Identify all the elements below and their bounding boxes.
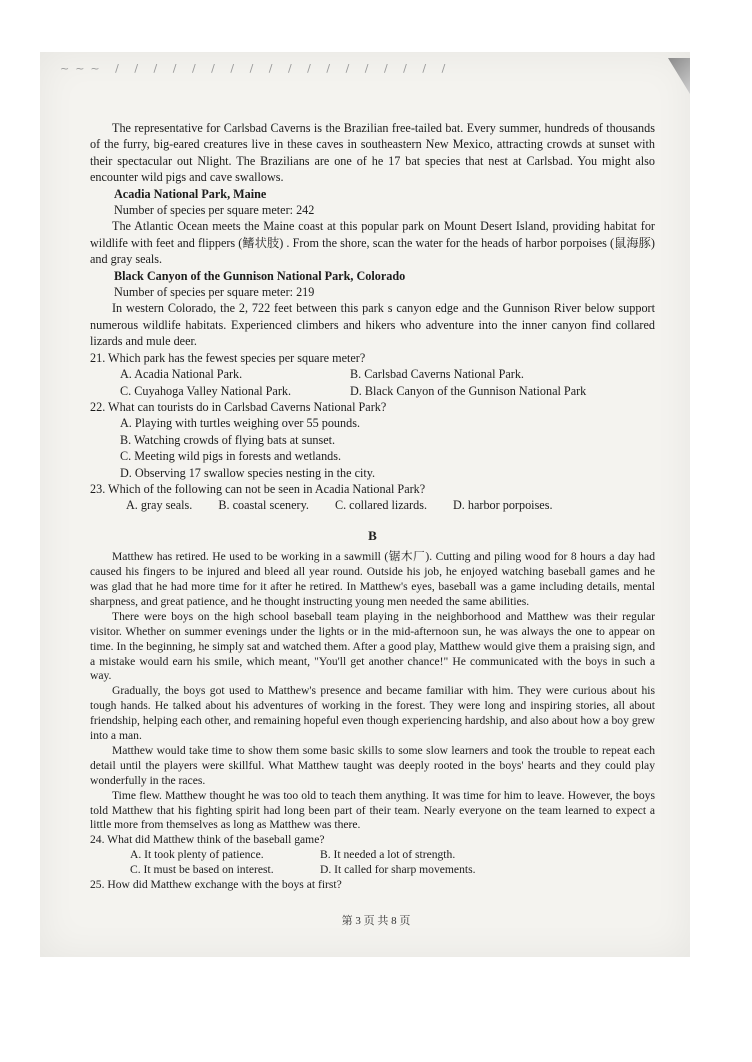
passage-b-paragraph-3: Gradually, the boys got used to Matthew's presence and became familiar with him. They were curious about his tough hands. He talked about his adventures of working in the forest. They were long and inspiring stories, all about friendship, helping each other, and remaining hopeful even though experiencing hardship, and also about how a boy grew into a man. (90, 684, 655, 743)
q24-option-b: B. It needed a lot of strength. (320, 848, 456, 862)
q23-option-a: A. gray seals. (126, 498, 193, 513)
page-footer: 第 3 页 共 8 页 (341, 915, 411, 927)
q24-option-a: A. It took plenty of patience. (130, 848, 264, 862)
q22-option-c: C. Meeting wild pigs in forests and wetlands. (120, 449, 342, 464)
gunnison-species: Number of species per square meter: 219 (114, 285, 315, 300)
q22-stem: 22. What can tourists do in Carlsbad Caverns National Park? (90, 399, 387, 414)
q21-options (90, 366, 655, 399)
q22-option-b: B. Watching crowds of flying bats at sunset. (120, 432, 336, 447)
q22-option-d: D. Observing 17 swallow species nesting in the city. (120, 465, 376, 480)
q21-option-c: C. Cuyahoga Valley National Park. (120, 383, 292, 398)
q21-stem: 21. Which park has the fewest species per square meter? (90, 350, 366, 365)
q21-option-b: B. Carlsbad Caverns National Park. (350, 367, 524, 382)
q25-stem: 25. How did Matthew exchange with the boys at first? (90, 878, 342, 892)
q23-option-b: B. coastal scenery. (218, 498, 309, 513)
passage-b-paragraph-4: Matthew would take time to show them some basic skills to some slow learners and took the trouble to repeat each detail until the players were skillful. What Matthew taught was deeply rooted in the boys' hearts and they could play wonderfully in the races. (90, 743, 655, 787)
q24-stem: 24. What did Matthew think of the baseball game? (90, 833, 325, 847)
acadia-heading: Acadia National Park, Maine (114, 186, 267, 201)
acadia-species: Number of species per square meter: 242 (114, 203, 315, 218)
q24-option-c: C. It must be based on interest. (130, 863, 274, 877)
q23-stem: 23. Which of the following can not be seen in Acadia National Park? (90, 481, 426, 496)
q24-options (90, 848, 655, 878)
section-b-label: B (368, 527, 377, 543)
q24-option-d: D. It called for sharp movements. (320, 863, 476, 877)
passage-b (90, 550, 655, 893)
acadia-paragraph: The Atlantic Ocean meets the Maine coast at this popular park on Mount Desert Island, providing habitat for wildlife with feet and flippers (鳍状肢) . From the shore, scan the water for the heads of harbor porpoises (鼠海豚) and gray seals. (90, 219, 655, 267)
q23-option-d: D. harbor porpoises. (453, 498, 553, 513)
q21-option-d: D. Black Canyon of the Gunnison National Park (350, 383, 587, 398)
passage-b-paragraph-2: There were boys on the high school baseball team playing in the neighborhood and Matthew was their regular visitor. Whether on summer evenings under the lights or in the mid-afternoon sun, he was always the one to appear on time. In the beginning, he simply sat and watched them. After a good play, Matthew would give them a praising sign, and a mistake would earn his smile, which meant, "You'll get another chance!" He communicated with the boys in such a way. (90, 609, 655, 683)
gunnison-paragraph: In western Colorado, the 2, 722 feet between this park s canyon edge and the Gunnison River below support numerous wildlife habitats. Experienced climbers and hikers who adventure into the inner canyon find collared lizards and mule deer. (90, 301, 655, 349)
page-content (90, 120, 655, 893)
gunnison-heading: Black Canyon of the Gunnison National Park, Colorado (114, 268, 406, 283)
passage-b-paragraph-5: Time flew. Matthew thought he was too old to teach them anything. It was time for him to leave. However, the boys told Matthew that his fighting spirit had long been part of their team. Nearly everyone on the team learned to expect a little more from themselves as long as Matthew was there. (90, 788, 655, 832)
carlsbad-paragraph: The representative for Carlsbad Caverns is the Brazilian free-tailed bat. Every summer, hundreds of thousands of the furry, big-eared creatures live in these caves in southeastern New Mexico, attracting crowds at sunset with their spectacular out Nlight. The Brazilians are one of he 17 bat species that nest at Carlsbad. You might also encounter wild pigs and cave swallows. (90, 121, 655, 185)
scan-top-marks: ~~~ / / / / / / / / / / / / / / / / / / (60, 62, 452, 75)
passage-b-paragraph-1: Matthew has retired. He used to be working in a sawmill (锯木厂). Cutting and piling wood for 8 hours a day had caused his fingers to be injured and bleed all year round. Outside his job, he enjoyed watching baseball games and he was glad that he had more time for it after he retired. In Matthew's eyes, baseball was a game including details, mental sharpness, and great patience, and he thought instructing young men needed the same abilities. (90, 550, 655, 608)
q21-option-a: A. Acadia National Park. (120, 367, 243, 382)
q23-option-c: C. collared lizards. (334, 498, 427, 513)
q22-option-a: A. Playing with turtles weighing over 55 pounds. (120, 416, 361, 431)
q23-options (90, 497, 655, 513)
